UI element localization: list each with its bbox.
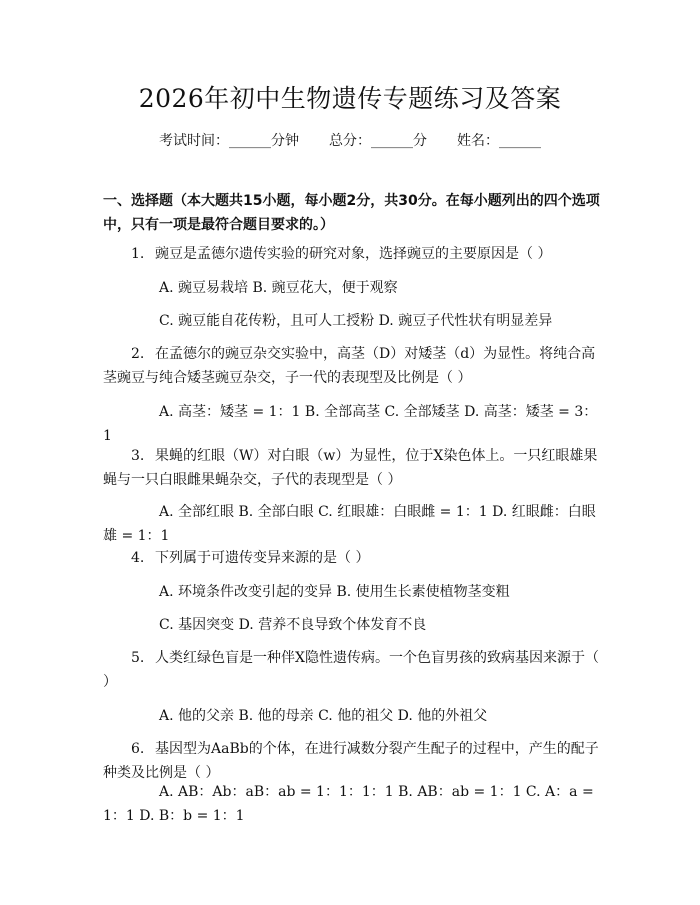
exam-meta-line bbox=[0, 131, 700, 151]
question-options: A. 环境条件改变引起的变异 B. 使用生长素使植物茎变粗 bbox=[159, 584, 510, 600]
question-1 bbox=[103, 242, 603, 266]
question-options: C. 基因突变 D. 营养不良导致个体发育不良 bbox=[159, 617, 427, 633]
question-5 bbox=[103, 646, 603, 694]
page-title: 2026年初中生物遗传专题练习及答案 bbox=[138, 84, 562, 113]
time-unit: 分钟 bbox=[271, 133, 299, 149]
question-6 bbox=[103, 737, 603, 785]
question-5-options bbox=[103, 704, 603, 728]
question-text: 果蝇的红眼（W）对白眼（w）为显性，位于X染色体上。一只红眼雄果蝇与一只白眼雌果蝇杂交，子代的表现型是（ ） bbox=[103, 448, 598, 488]
question-4-options-a bbox=[103, 580, 603, 604]
score-unit: 分 bbox=[413, 133, 427, 149]
question-stem bbox=[103, 444, 603, 492]
time-blank: ______ bbox=[229, 133, 271, 149]
question-text: 在孟德尔的豌豆杂交实验中，高茎（D）对矮茎（d）为显性。将纯合高茎豌豆与纯合矮茎豌豆杂交，子一代的表现型及比例是（ ） bbox=[103, 346, 596, 386]
question-3 bbox=[103, 444, 603, 492]
question-stem bbox=[103, 546, 603, 570]
question-options: A. 豌豆易栽培 B. 豌豆花大，便于观察 bbox=[159, 280, 398, 296]
question-number: 3. bbox=[131, 448, 145, 464]
question-options: A. 他的父亲 B. 他的母亲 C. 他的祖父 D. 他的外祖父 bbox=[159, 708, 488, 724]
question-number: 5. bbox=[131, 650, 145, 666]
question-options: A. 全部红眼 B. 全部白眼 C. 红眼雄：白眼雌 = 1：1 D. 红眼雌：白眼雄 = 1：1 bbox=[103, 504, 596, 544]
section-heading: 一、选择题（本大题共15小题，每小题2分，共30分。在每小题列出的四个选项中，只有一项是最符合题目要求的。） bbox=[103, 193, 600, 233]
score-label: 总分： bbox=[329, 133, 371, 149]
question-text: 豌豆是孟德尔遗传实验的研究对象，选择豌豆的主要原因是（ ） bbox=[155, 246, 552, 262]
question-2-options bbox=[103, 400, 603, 448]
question-6-options bbox=[103, 780, 603, 828]
question-text: 人类红绿色盲是一种伴X隐性遗传病。一个色盲男孩的致病基因来源于（ ） bbox=[103, 650, 599, 690]
question-2 bbox=[103, 342, 603, 390]
question-1-options-c bbox=[103, 309, 603, 333]
name-label: 姓名： bbox=[457, 133, 499, 149]
question-1-options-a bbox=[103, 276, 603, 300]
question-stem bbox=[103, 646, 603, 694]
question-number: 1. bbox=[131, 246, 145, 262]
question-options: A. AB：Ab：aB：ab = 1：1：1：1 B. AB：ab = 1：1 C. A：a = 1：1 D. B：b = 1：1 bbox=[103, 784, 594, 824]
question-4 bbox=[103, 546, 603, 570]
question-stem bbox=[103, 737, 603, 785]
question-text: 下列属于可遗传变异来源的是（ ） bbox=[155, 550, 370, 566]
question-stem bbox=[103, 242, 603, 266]
question-options: C. 豌豆能自花传粉，且可人工授粉 D. 豌豆子代性状有明显差异 bbox=[159, 313, 553, 329]
name-blank: ______ bbox=[499, 133, 541, 149]
score-blank: ______ bbox=[371, 133, 413, 149]
question-3-options bbox=[103, 500, 603, 548]
question-options: A. 高茎：矮茎 = 1：1 B. 全部高茎 C. 全部矮茎 D. 高茎：矮茎 = 3：1 bbox=[103, 404, 598, 444]
question-4-options-c bbox=[103, 613, 603, 637]
question-number: 6. bbox=[131, 741, 145, 757]
question-text: 基因型为AaBb的个体，在进行减数分裂产生配子的过程中，产生的配子种类及比例是（ ） bbox=[103, 741, 599, 781]
question-number: 2. bbox=[131, 346, 145, 362]
question-stem bbox=[103, 342, 603, 390]
question-number: 4. bbox=[131, 550, 145, 566]
time-label: 考试时间： bbox=[159, 133, 229, 149]
